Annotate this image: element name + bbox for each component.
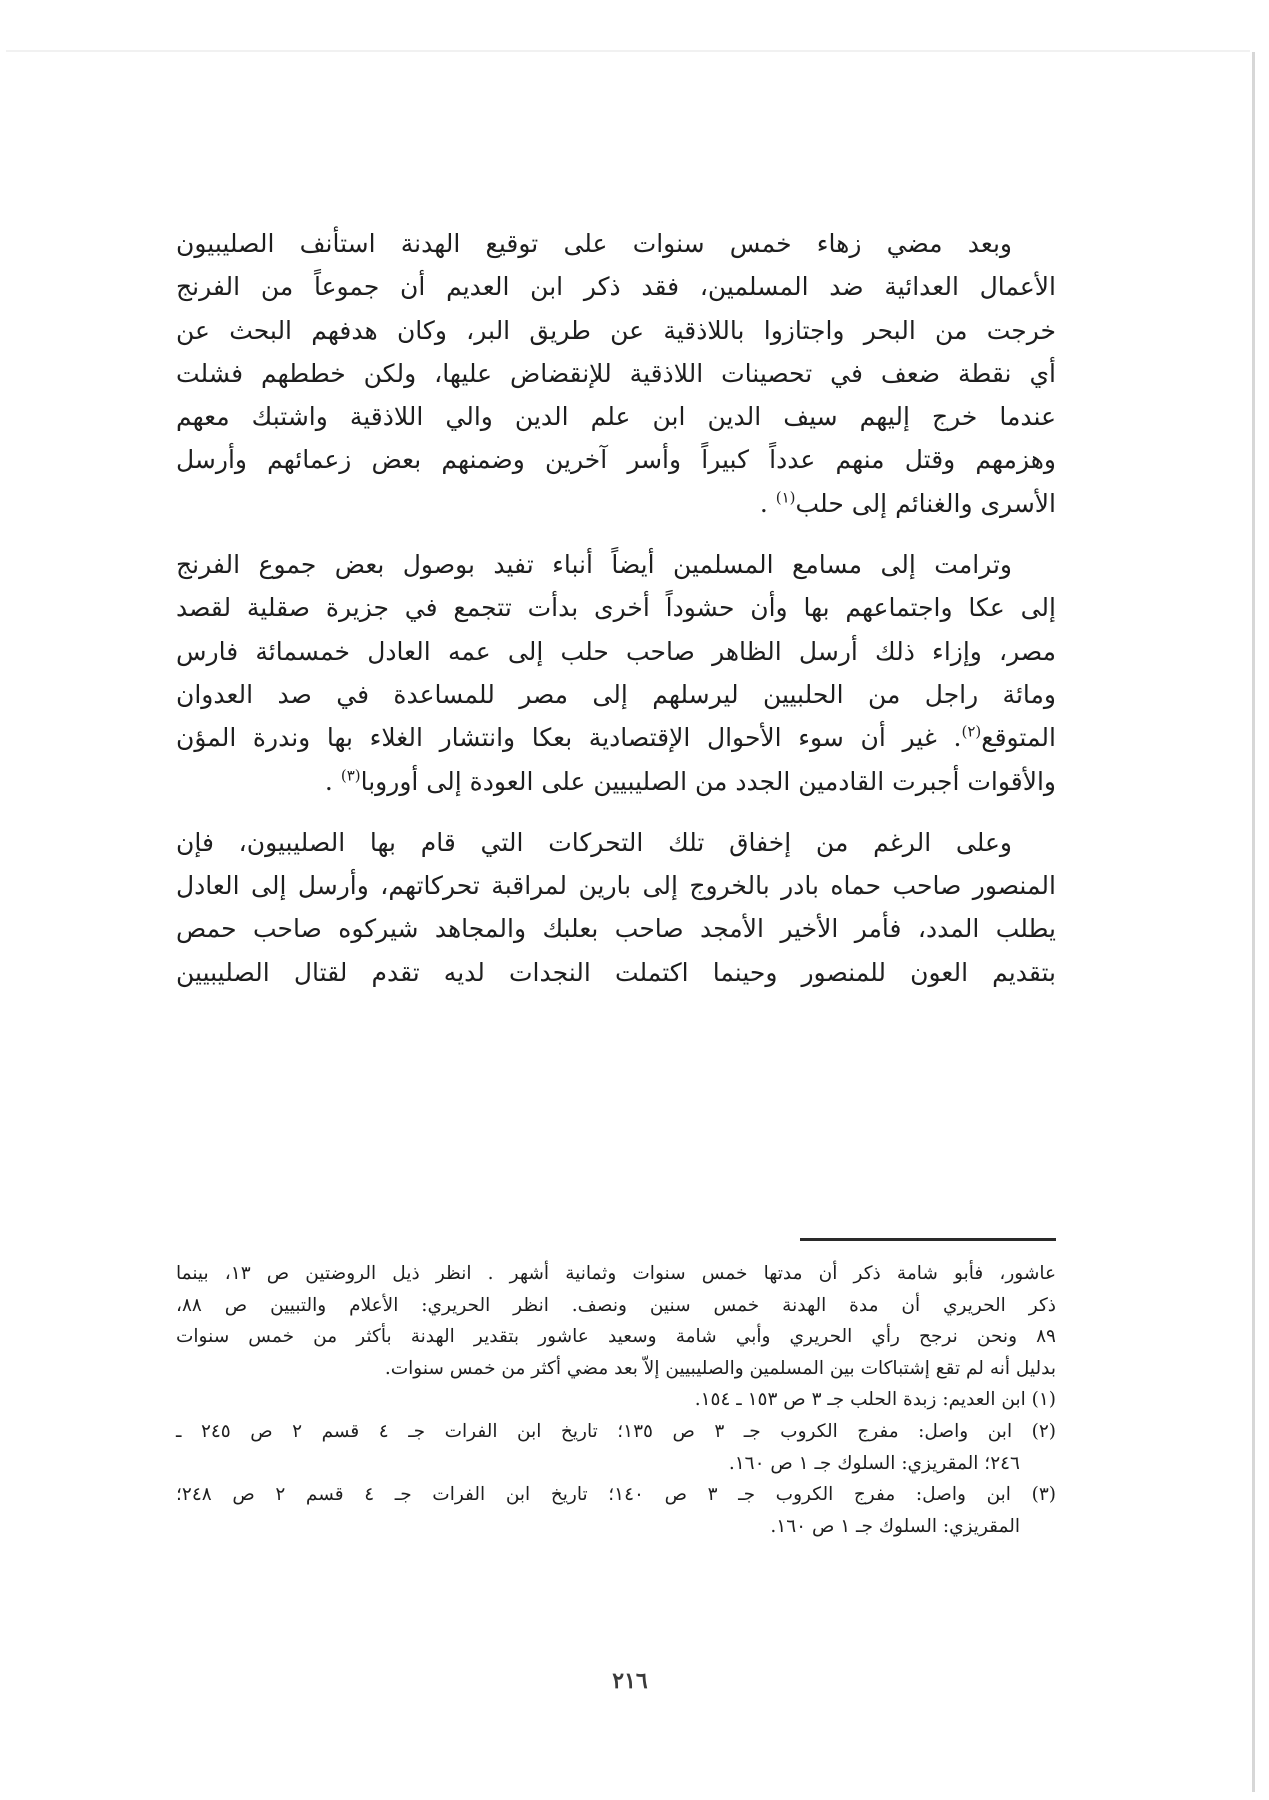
- footnote-line: المقريزي: السلوك جـ ١ ص ١٦٠.: [770, 1515, 1020, 1537]
- page-edge-right: [1252, 52, 1255, 1792]
- text-line: وبعد مضي زهاء خمس سنوات على توقيع الهدنة استأنف الصليبيون: [176, 229, 1012, 258]
- text-line: [176, 482, 1056, 525]
- text-line-body: والأقوات أجبرت القادمين الجدد من الصليبيين على العودة إلى أوروبا: [360, 766, 1056, 796]
- footnote-line: ذكر الحريري أن مدة الهدنة خمس سنين ونصف. انظر الحريري: الأعلام والتبيين ص ٨٨،: [176, 1294, 1056, 1316]
- footnote-line: عاشور، فأبو شامة ذكر أن مدتها خمس سنوات وثمانية أشهر . انظر ذيل الروضتين ص ١٣، بينما: [176, 1263, 1056, 1284]
- text-line: بتقديم العون للمنصور وحينما اكتملت النجدات لديه تقدم لقتال الصليبيين: [176, 957, 1056, 987]
- text-line: عندما خرج إليهم سيف الدين ابن علم الدين والي اللاذقية واشتبك معهم: [176, 402, 1056, 432]
- paragraph-1: [176, 222, 1056, 525]
- text-line-rest: . غير أن سوء الأحوال الإقتصادية بعكا وانتشار الغلاء بها وندرة المؤن: [176, 723, 962, 753]
- text-line: يطلب المدد، فأمر الأخير الأمجد صاحب بعلبك والمجاهد شيركوه صاحب حمص: [176, 914, 1056, 944]
- footnote-line: ٨٩ ونحن نرجح رأي الحريري وأبي شامة وسعيد عاشور بتقدير الهدنة بأكثر من خمس سنوات: [176, 1326, 1056, 1348]
- footnote-1: [176, 1384, 1056, 1416]
- text-line: وهزمهم وقتل منهم عدداً كبيراً وأسر آخرين وضمنهم بعض زعمائهم وأرسل: [176, 445, 1056, 475]
- page-number: ٢١٦: [612, 1668, 648, 1694]
- text-line: وعلى الرغم من إخفاق تلك التحركات التي قام بها الصليبيون، فإن: [176, 827, 1012, 857]
- footnote-ref-2[interactable]: (٢): [961, 722, 982, 741]
- paragraph-3: [176, 821, 1056, 994]
- paragraph-2: [176, 543, 1056, 803]
- text-line: إلى عكا واجتماعهم بها وأن حشوداً أخرى بدأت تتجمع في جزيرة صقلية لقصد: [176, 593, 1056, 623]
- text-line: المنصور صاحب حماه بادر بالخروج إلى بارين لمراقبة تحركاتهم، وأرسل إلى العادل: [176, 871, 1056, 901]
- line-end-punct: .: [759, 488, 776, 518]
- footnote-ref-3[interactable]: (٣): [340, 766, 361, 785]
- footnote-3: [176, 1479, 1056, 1542]
- text-line: أي نقطة ضعف في تحصينات اللاذقية للإنقضاض عليها، ولكن خططهم فشلت: [176, 358, 1056, 388]
- text-line: وترامت إلى مسامع المسلمين أيضاً أنباء تفيد بوصول بعض جموع الفرنج: [176, 550, 1012, 580]
- text-line: ومائة راجل من الحلبيين ليرسلهم إلى مصر للمساعدة في صد العدوان: [176, 679, 1056, 709]
- text-line-body: الأسرى والغنائم إلى حلب: [795, 488, 1056, 518]
- footnotes: [176, 1258, 1056, 1542]
- text-line: [176, 716, 1056, 759]
- footnote-separator: [800, 1238, 1056, 1241]
- text-line: الأعمال العدائية ضد المسلمين، فقد ذكر ابن العديم أن جموعاً من الفرنج: [176, 272, 1056, 302]
- page-edge-top: [6, 50, 1250, 52]
- text-line: مصر، وإزاء ذلك أرسل الظاهر صاحب حلب إلى عمه العادل خمسمائة فارس: [176, 636, 1056, 666]
- footnote-2: [176, 1416, 1056, 1479]
- footnote-continuation: [176, 1258, 1056, 1384]
- line-end-punct: .: [324, 766, 341, 796]
- main-text: [176, 222, 1056, 994]
- text-line: [176, 760, 1056, 803]
- footnote-line: ٢٤٦؛ المقريزي: السلوك جـ ١ ص ١٦٠.: [728, 1452, 1020, 1474]
- footnote-line: (٢) ابن واصل: مفرج الكروب جـ ٣ ص ١٣٥؛ تاريخ ابن الفرات جـ ٤ قسم ٢ ص ٢٤٥ ـ: [176, 1420, 1056, 1442]
- footnote-line: (٣) ابن واصل: مفرج الكروب جـ ٣ ص ١٤٠؛ تاريخ ابن الفرات جـ ٤ قسم ٢ ص ٢٤٨؛: [176, 1484, 1056, 1506]
- footnote-line: (١) ابن العديم: زبدة الحلب جـ ٣ ص ١٥٣ ـ ١٥٤.: [694, 1389, 1056, 1411]
- text-line: خرجت من البحر واجتازوا باللاذقية عن طريق البر، وكان هدفهم البحث عن: [176, 315, 1056, 345]
- text-line-start: المتوقع: [981, 723, 1056, 753]
- footnote-ref-1[interactable]: (١): [775, 488, 796, 507]
- footnote-line: بدليل أنه لم تقع إشتباكات بين المسلمين والصليبيين إلاّ بعد مضي أكثر من خمس سنوات.: [384, 1357, 1056, 1379]
